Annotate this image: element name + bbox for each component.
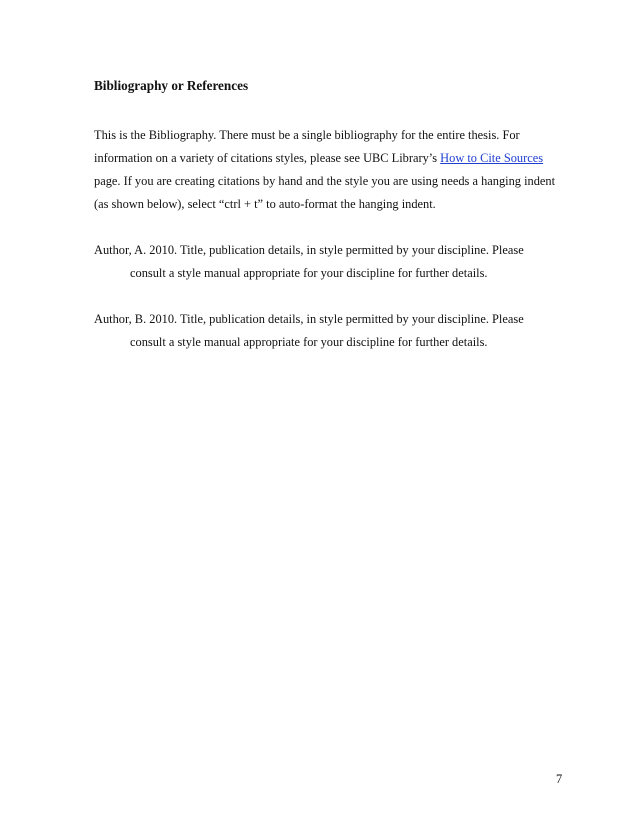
intro-line-2 [94, 147, 566, 170]
reference-entry-a [94, 239, 566, 285]
intro-line-2-text: information on a variety of citations styles, please see UBC Library’s [94, 151, 441, 165]
intro-line-1: This is the Bibliography. There must be a single bibliography for the entire thesis. For [94, 128, 520, 142]
section-heading: Bibliography or References [94, 78, 249, 93]
reference-line-1: Author, A. 2010. Title, publication details, in style permitted by your discipline. Please [94, 243, 524, 257]
reference-line-1: Author, B. 2010. Title, publication details, in style permitted by your discipline. Please [94, 312, 524, 326]
reference-line-2: consult a style manual appropriate for your discipline for further details. [130, 266, 488, 280]
reference-line-2: consult a style manual appropriate for your discipline for further details. [130, 335, 488, 349]
reference-entry-b [94, 308, 566, 354]
page-content [94, 76, 566, 377]
intro-line-3: page. If you are creating citations by hand and the style you are using needs a hanging indent [94, 174, 556, 188]
how-to-cite-sources-link[interactable]: How to Cite Sources [440, 151, 544, 165]
intro-paragraph [94, 124, 566, 216]
intro-line-4: (as shown below), select “ctrl + t” to auto-format the hanging indent. [94, 197, 436, 211]
page-number: 7 [556, 772, 563, 786]
